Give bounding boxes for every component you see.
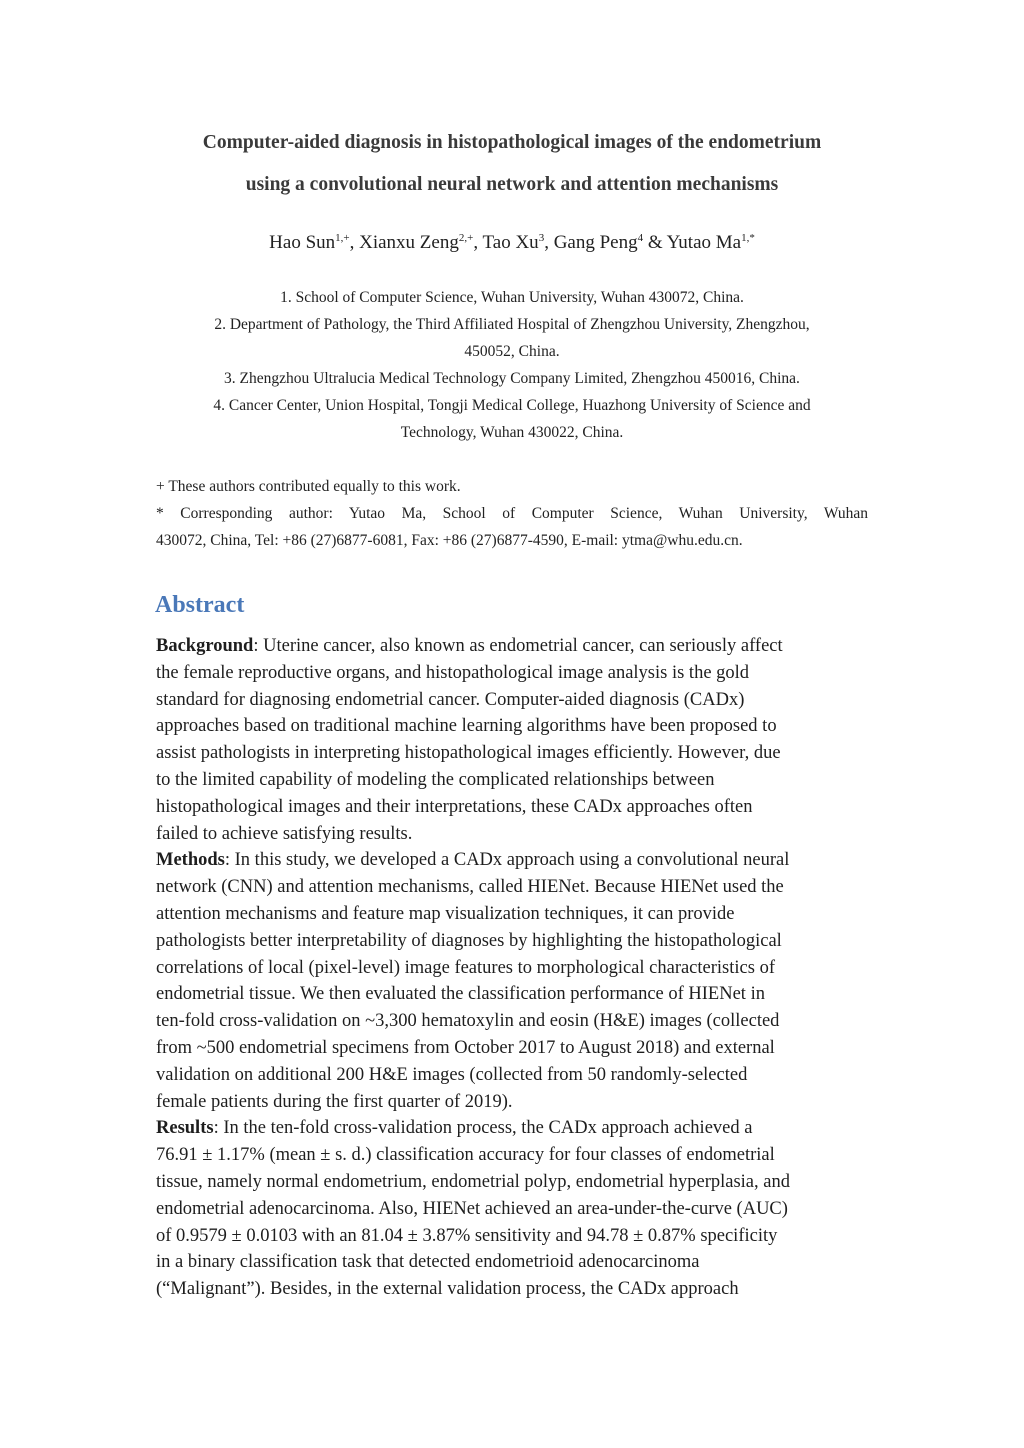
author-name: Hao Sun — [269, 232, 336, 253]
abstract-heading: Abstract — [155, 592, 245, 618]
abstract-line — [156, 743, 781, 764]
abstract-line — [156, 636, 783, 657]
abstract-text: to the limited capability of modeling the complicated relationships between — [156, 770, 715, 790]
abstract-text: from ~500 endometrial specimens from October 2017 to August 2018) and external — [156, 1038, 775, 1058]
affiliation-2-cont: 450052, China. — [464, 343, 560, 360]
abstract-line — [156, 1252, 699, 1273]
abstract-line — [156, 1199, 788, 1220]
author-separator: , — [473, 232, 483, 253]
abstract-text: of 0.9579 ± 0.0103 with an 81.04 ± 3.87% sensitivity and 94.78 ± 0.87% specificity — [156, 1225, 778, 1246]
abstract-line — [156, 850, 789, 871]
author-name: Gang Peng — [553, 232, 638, 253]
abstract-text: approaches based on traditional machine learning algorithms have been proposed to — [156, 716, 777, 737]
abstract-text: network (CNN) and attention mechanisms, called HIENet. Because HIENet used the — [156, 877, 784, 898]
abstract-text: ten-fold cross-validation on ~3,300 hematoxylin and eosin (H&E) images (collected — [156, 1011, 780, 1032]
abstract-line — [156, 1279, 739, 1300]
abstract-text: histopathological images and their interpretations, these CADx approaches often — [156, 796, 753, 817]
section-label: Background — [156, 636, 254, 656]
abstract-line — [156, 797, 752, 818]
author-name: Xianxu Zeng — [359, 232, 459, 253]
abstract-text: 76.91 ± 1.17% (mean ± s. d.) classification accuracy for four classes of endometrial — [156, 1145, 775, 1166]
abstract-text: standard for diagnosing endometrial cancer. Computer-aided diagnosis (CADx) — [156, 689, 745, 710]
abstract-text: in a binary classification task that detected endometrioid adenocarcinoma — [156, 1252, 700, 1273]
abstract-text: endometrial adenocarcinoma. Also, HIENet achieved an area-under-the-curve (AUC) — [156, 1198, 788, 1219]
author-affiliation-mark: 3 — [538, 232, 545, 244]
abstract-line — [156, 716, 777, 737]
abstract-line — [156, 690, 744, 711]
affiliation-4-cont: Technology, Wuhan 430022, China. — [400, 424, 624, 441]
corresponding-author-note: * Corresponding author: Yutao Ma, School of Computer Science, Wuhan University, Wuhan — [156, 505, 868, 522]
abstract-line — [156, 1172, 790, 1193]
abstract-text: attention mechanisms and feature map visualization techniques, it can provide — [156, 904, 735, 924]
author-separator: , — [544, 232, 554, 253]
abstract-line — [156, 770, 714, 791]
abstract-line — [156, 1038, 775, 1059]
corresponding-author-contact: 430072, China, Tel: +86 (27)6877-6081, Fax: +86 (27)6877-4590, E-mail: ytma@whu.edu.cn. — [156, 532, 743, 549]
author-name: Yutao Ma — [666, 232, 742, 253]
paper-title-line-2: using a convolutional neural network and attention mechanisms — [245, 174, 779, 195]
author-affiliation-mark: 1,* — [741, 232, 755, 244]
abstract-line — [156, 984, 765, 1005]
affiliation-1: 1. School of Computer Science, Wuhan University, Wuhan 430072, China. — [280, 289, 744, 306]
abstract-line — [156, 1065, 747, 1086]
section-label: Results — [156, 1118, 214, 1139]
abstract-text: : In the ten-fold cross-validation process, the CADx approach achieved a — [213, 1118, 753, 1139]
abstract-line — [156, 663, 749, 684]
abstract-text: the female reproductive organs, and histopathological image analysis is the gold — [156, 662, 750, 683]
author-name: Tao Xu — [482, 232, 539, 253]
author-separator: , — [349, 232, 360, 253]
author-affiliation-mark: 1,+ — [335, 232, 350, 244]
abstract-line — [156, 877, 784, 898]
paper-title-line-1: Computer-aided diagnosis in histopathological images of the endometrium — [202, 132, 822, 153]
author-list — [120, 232, 904, 254]
equal-contribution-note: + These authors contributed equally to this work. — [156, 478, 461, 495]
abstract-text: female patients during the first quarter of 2019). — [156, 1091, 513, 1112]
abstract-text: validation on additional 200 H&E images (collected from 50 randomly-selected — [156, 1064, 748, 1085]
abstract-line — [156, 824, 412, 845]
abstract-line — [156, 1145, 775, 1166]
affiliation-2: 2. Department of Pathology, the Third Affiliated Hospital of Zhengzhou University, Zhengzhou, — [214, 316, 810, 333]
abstract-line — [156, 1118, 752, 1139]
abstract-text: (“Malignant”). Besides, in the external validation process, the CADx approach — [156, 1279, 739, 1300]
abstract-text: : In this study, we developed a CADx approach using a convolutional neural — [224, 850, 790, 871]
affiliation-4: 4. Cancer Center, Union Hospital, Tongji Medical College, Huazhong University of Science and — [213, 397, 811, 414]
abstract-line — [156, 904, 734, 925]
abstract-line — [156, 1092, 513, 1113]
abstract-line — [156, 1226, 777, 1247]
abstract-text: endometrial tissue. We then evaluated the classification performance of HIENet in — [156, 984, 765, 1005]
abstract-text: pathologists better interpretability of diagnoses by highlighting the histopathological — [156, 930, 782, 951]
abstract-text: assist pathologists in interpreting histopathological images efficiently. However, due — [156, 743, 781, 764]
author-affiliation-mark: 4 — [637, 232, 644, 244]
abstract-line — [156, 958, 775, 979]
author-affiliation-mark: 2,+ — [458, 232, 474, 244]
affiliation-3: 3. Zhengzhou Ultralucia Medical Technology Company Limited, Zhengzhou 450016, China. — [224, 370, 800, 387]
abstract-text: failed to achieve satisfying results. — [156, 823, 413, 844]
abstract-text: correlations of local (pixel-level) image features to morphological characteristics of — [156, 957, 775, 978]
abstract-text: : Uterine cancer, also known as endometrial cancer, can seriously affect — [253, 636, 783, 656]
abstract-line — [156, 1011, 779, 1032]
section-label: Methods — [156, 850, 225, 871]
author-separator: & — [643, 232, 667, 253]
abstract-text: tissue, namely normal endometrium, endometrial polyp, endometrial hyperplasia, and — [156, 1172, 790, 1192]
abstract-line — [156, 931, 782, 952]
